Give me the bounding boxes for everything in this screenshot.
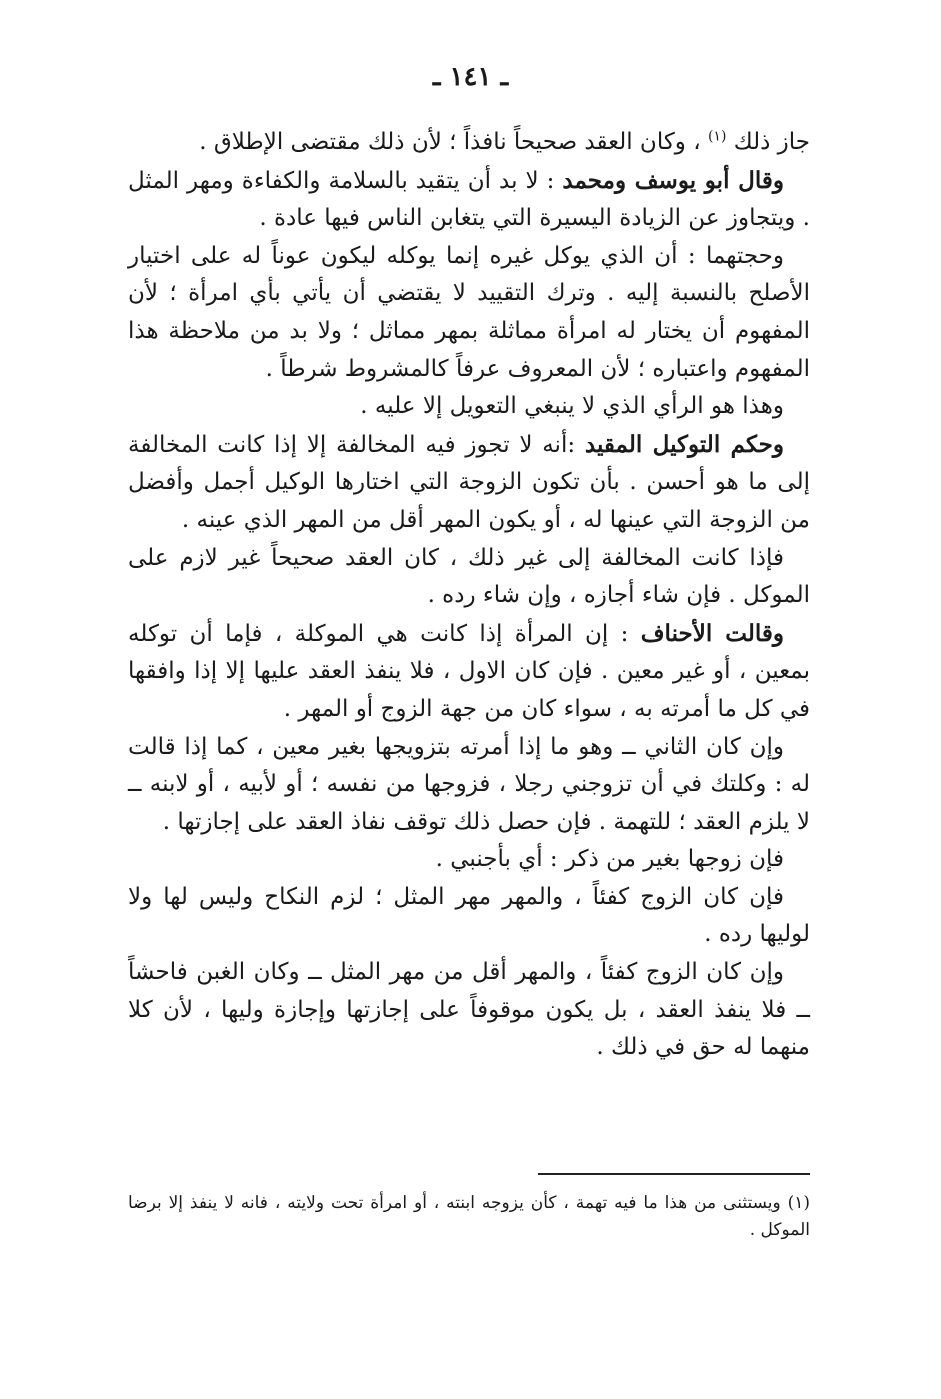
- paragraph-text: فإذا كانت المخالفة إلى غير ذلك ، كان العقد صحيحاً غير لازم على الموكل . فإن شاء أجازه ، وإن شاء رده .: [128, 544, 810, 609]
- paragraph-lead: وقالت الأحناف: [640, 619, 784, 647]
- paragraph-7: [128, 615, 810, 729]
- paragraph-text: فإن كان الزوج كفئاً ، والمهر مهر المثل ؛ لزم النكاح وليس لها ولا لوليها رده .: [128, 883, 810, 948]
- page-number: ـ ١٤١ ـ: [432, 62, 509, 92]
- paragraph-3: [128, 238, 810, 388]
- paragraph-text: :أنه لا تجوز فيه المخالفة إلا إذا كانت المخالفة إلى ما هو أحسن . بأن تكون الزوجة التي اختارها الوكيل أجمل وأفضل من الزوجة التي عينها له ، أو يكون المهر أقل من المهر الذي عينه .: [128, 431, 810, 533]
- main-text: [128, 124, 810, 1067]
- paragraph-text: فإن زوجها بغير من ذكر : أي بأجنبي .: [435, 846, 784, 873]
- paragraph-text: وهذا هو الرأي الذي لا ينبغي التعويل إلا عليه .: [360, 393, 784, 420]
- paragraph-text: جاز ذلك: [733, 129, 810, 155]
- paragraph-text: ، وكان العقد صحيحاً نافذاً ؛ لأن ذلك مقتضى الإطلاق .: [199, 129, 701, 155]
- paragraph-text: وإن كان الزوج كفئاً ، والمهر أقل من مهر المثل ــ وكان الغبن فاحشاً ــ فلا ينفذ العقد ، بل يكون موقوفاً على إجازتها وإجازة وليها ، لأن كلا منهما له حق في ذلك .: [128, 959, 810, 1061]
- paragraph-9: [128, 841, 810, 879]
- footnote-divider: [538, 1173, 810, 1175]
- paragraph-text: وإن كان الثاني ــ وهو ما إذا أمرته بتزويجها بغير معين ، كما إذا قالت له : وكلتك في أن تزوجني رجلا ، فزوجها من نفسه ؛ أو لأبيه ، أو لابنه ــ لا يلزم العقد ؛ للتهمة . فإن حصل ذلك توقف نفاذ العقد على إجازتها .: [128, 733, 810, 835]
- footnote-reference: (١): [707, 128, 727, 145]
- paragraph-8: [128, 729, 810, 842]
- footnote: (١) ويستثنى من هذا ما فيه تهمة ، كأن يزوجه ابنته ، أو امرأة تحت ولايته ، فانه لا ينفذ إلا برضا الموكل .: [128, 1193, 810, 1240]
- paragraph-text: وحجتهما : أن الذي يوكل غيره إنما يوكله ليكون عوناً له على اختيار الأصلح بالنسبة إليه . وترك التقييد لا يقتضي أن يأتي بأي امرأة ؛ لأن المفهوم أن يختار له امرأة مماثلة بمهر مماثل ؛ ولا بد من ملاحظة هذا المفهوم واعتباره ؛ لأن المعروف عرفاً كالمشروط شرطاً .: [128, 242, 810, 382]
- paragraph-lead: وحكم التوكيل المقيد: [584, 430, 784, 458]
- paragraph-5: [128, 426, 810, 540]
- paragraph-lead: وقال أبو يوسف ومحمد: [562, 166, 784, 194]
- paragraph-4: [128, 388, 810, 426]
- paragraph-11: [128, 954, 810, 1067]
- paragraph-text: : إن المرأة إذا كانت هي الموكلة ، فإما أن توكله بمعين ، أو غير معين . فإن كان الاول ، فلا ينفذ العقد عليها إلا إذا وافقها في كل ما أمرته به ، سواء كان من جهة الزوج أو المهر .: [128, 620, 810, 722]
- paragraph-6: [128, 540, 810, 615]
- paragraph-10: [128, 879, 810, 954]
- paragraph-text: : لا بد أن يتقيد بالسلامة والكفاءة ومهر المثل . ويتجاوز عن الزيادة اليسيرة التي يتغابن الناس فيها عادة .: [128, 167, 810, 232]
- paragraph-2: [128, 162, 810, 238]
- paragraph-1: [128, 124, 810, 162]
